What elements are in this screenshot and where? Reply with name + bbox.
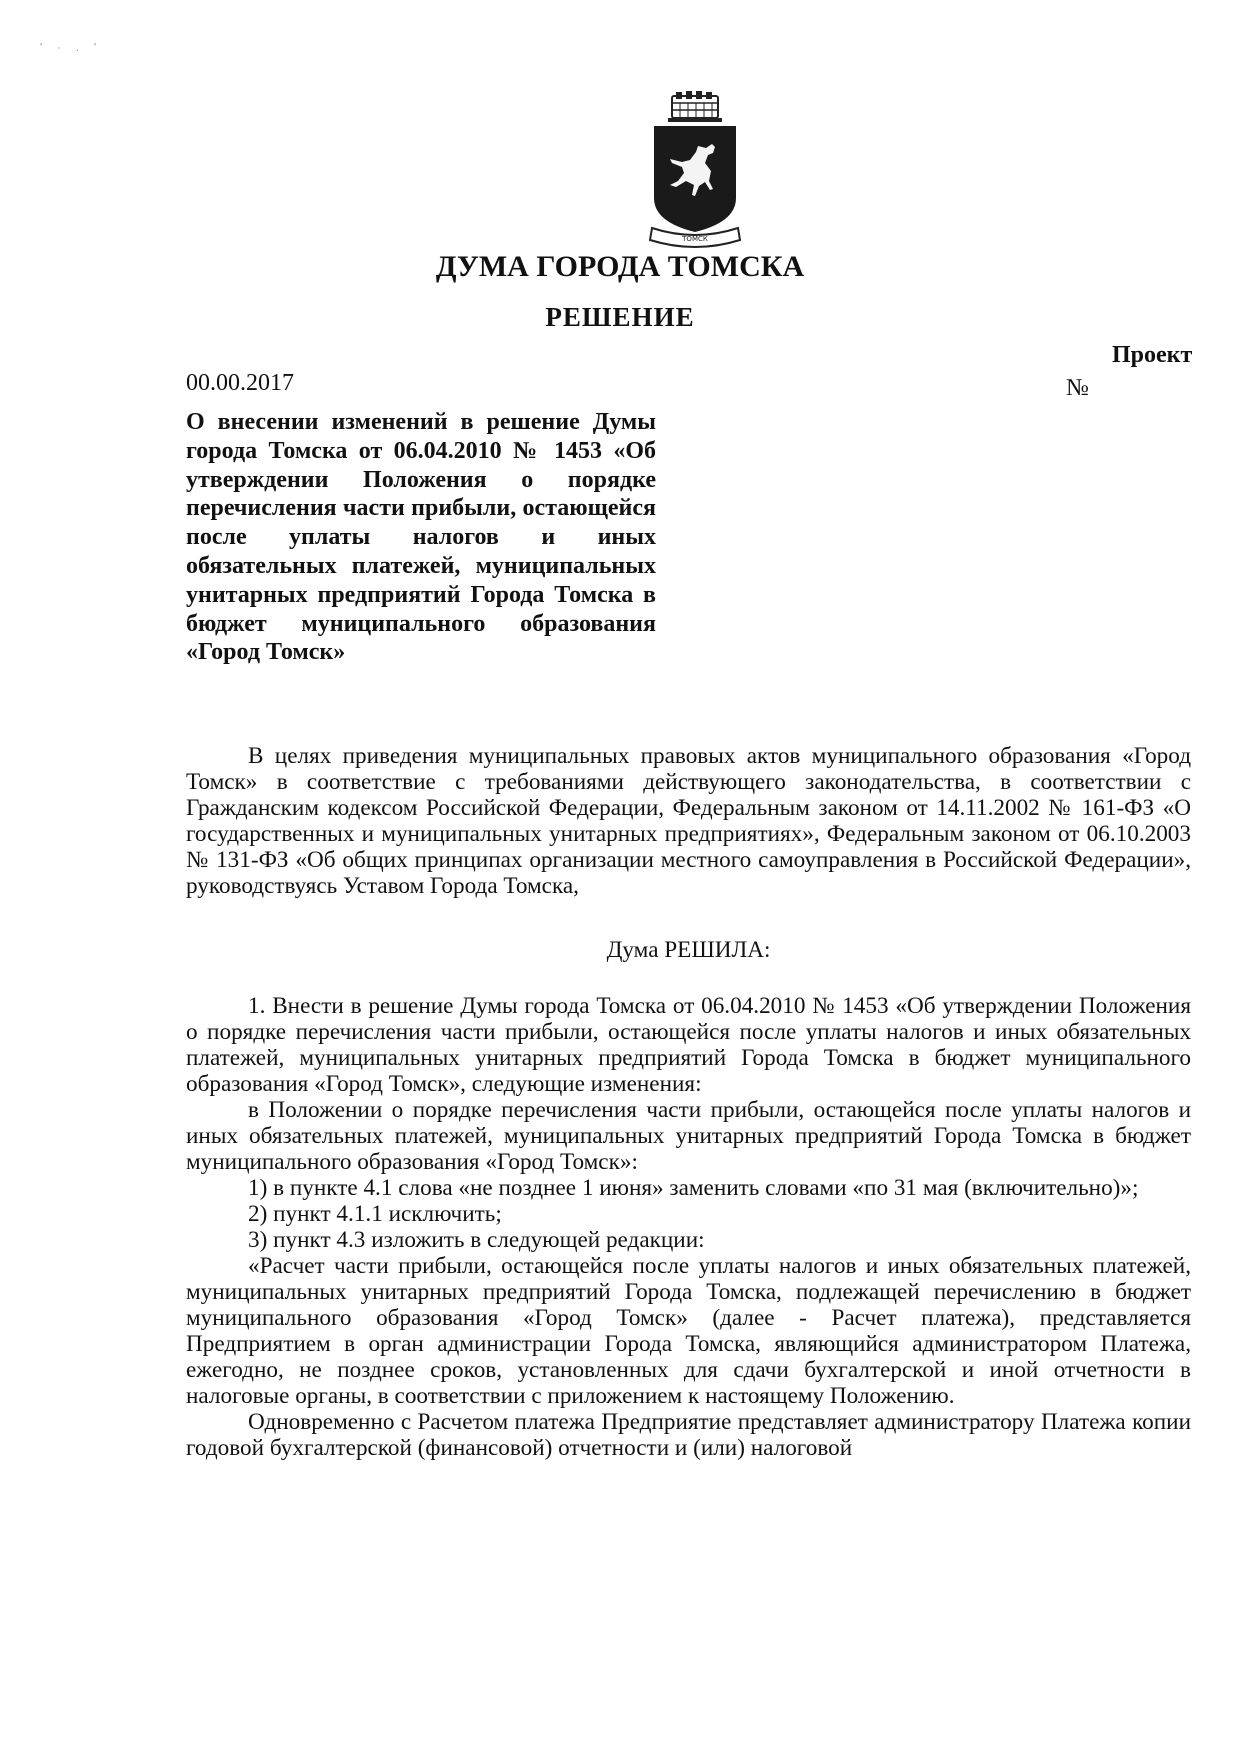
amendment-intro-paragraph: в Положении о порядке перечисления части прибыли, остающейся после уплаты налогов и иных обязательных платежей, муниципальных унитарных предприятий Города Томска в бюджет муниципального образования «Город Томск»: [186, 1097, 1191, 1175]
crown-icon [668, 91, 722, 122]
document-number-label: № [1066, 375, 1089, 401]
amendment-3-paragraph: 3) пункт 4.3 изложить в следующей редакции: [248, 1227, 705, 1253]
document-subject: О внесении изменений в решение Думы города Томска от 06.04.2010 № 1453 «Об утверждении Положения о порядке перечисления части прибыли, остающейся после уплаты налогов и иных обязательных платежей, муниципальных унитарных предприятий Города Томска в бюджет муниципального образования «Город Томск» [186, 409, 656, 666]
document-body [186, 743, 1191, 1461]
new-clause-paragraph: «Расчет части прибыли, остающейся после уплаты налогов и иных обязательных платежей, муниципальных унитарных предприятий Города Томска, подлежащей перечислению в бюджет муниципального образования «Город Томск» (далее - Расчет платежа), представляется Предприятием в орган администрации Города Томска, являющийся администратором Платежа, ежегодно, не позднее сроков, установленных для сдачи бухгалтерской и иной отчетности в налоговые органы, в соответствии с приложением к настоящему Положению. [186, 1253, 1191, 1409]
resolution-heading: Дума РЕШИЛА: [606, 937, 771, 963]
ribbon-text: ТОМСК [682, 235, 708, 243]
amendment-2-paragraph: 2) пункт 4.1.1 исключить; [248, 1201, 502, 1227]
document-date: 00.00.2017 [186, 370, 294, 396]
org-title: ДУМА ГОРОДА ТОМСКА [435, 250, 805, 283]
project-label: Проект [1112, 342, 1193, 368]
tomsk-coat-of-arms-icon [640, 90, 750, 250]
item-1-paragraph: 1. Внести в решение Думы города Томска от 06.04.2010 № 1453 «Об утверждении Положения о порядке перечисления части прибыли, остающейся после уплаты налогов и иных обязательных платежей, муниципальных унитарных предприятий Города Томска в бюджет муниципального образования «Город Томск», следующие изменения: [186, 993, 1191, 1097]
document-type: РЕШЕНИЕ [545, 302, 695, 332]
scan-artifact: ʹ · . ʹ [40, 42, 103, 54]
preamble-paragraph: В целях приведения муниципальных правовых актов муниципального образования «Город Томск» в соответствие с требованиями действующего законодательства, в соответствии с Гражданским кодексом Российской Федерации, Федеральным законом от 14.11.2002 № 161-ФЗ «О государственных и муниципальных унитарных предприятиях», Федеральным законом от 06.10.2003 № 131-ФЗ «Об общих принципах организации местного самоуправления в Российской Федерации», руководствуясь Уставом Города Томска, [186, 743, 1191, 899]
amendment-1-paragraph: 1) в пункте 4.1 слова «не позднее 1 июня» заменить словами «по 31 мая (включительно)»; [248, 1175, 1139, 1201]
continuation-paragraph: Одновременно с Расчетом платежа Предприятие представляет администратору Платежа копии годовой бухгалтерской (финансовой) отчетности и (или) налоговой [186, 1409, 1191, 1461]
